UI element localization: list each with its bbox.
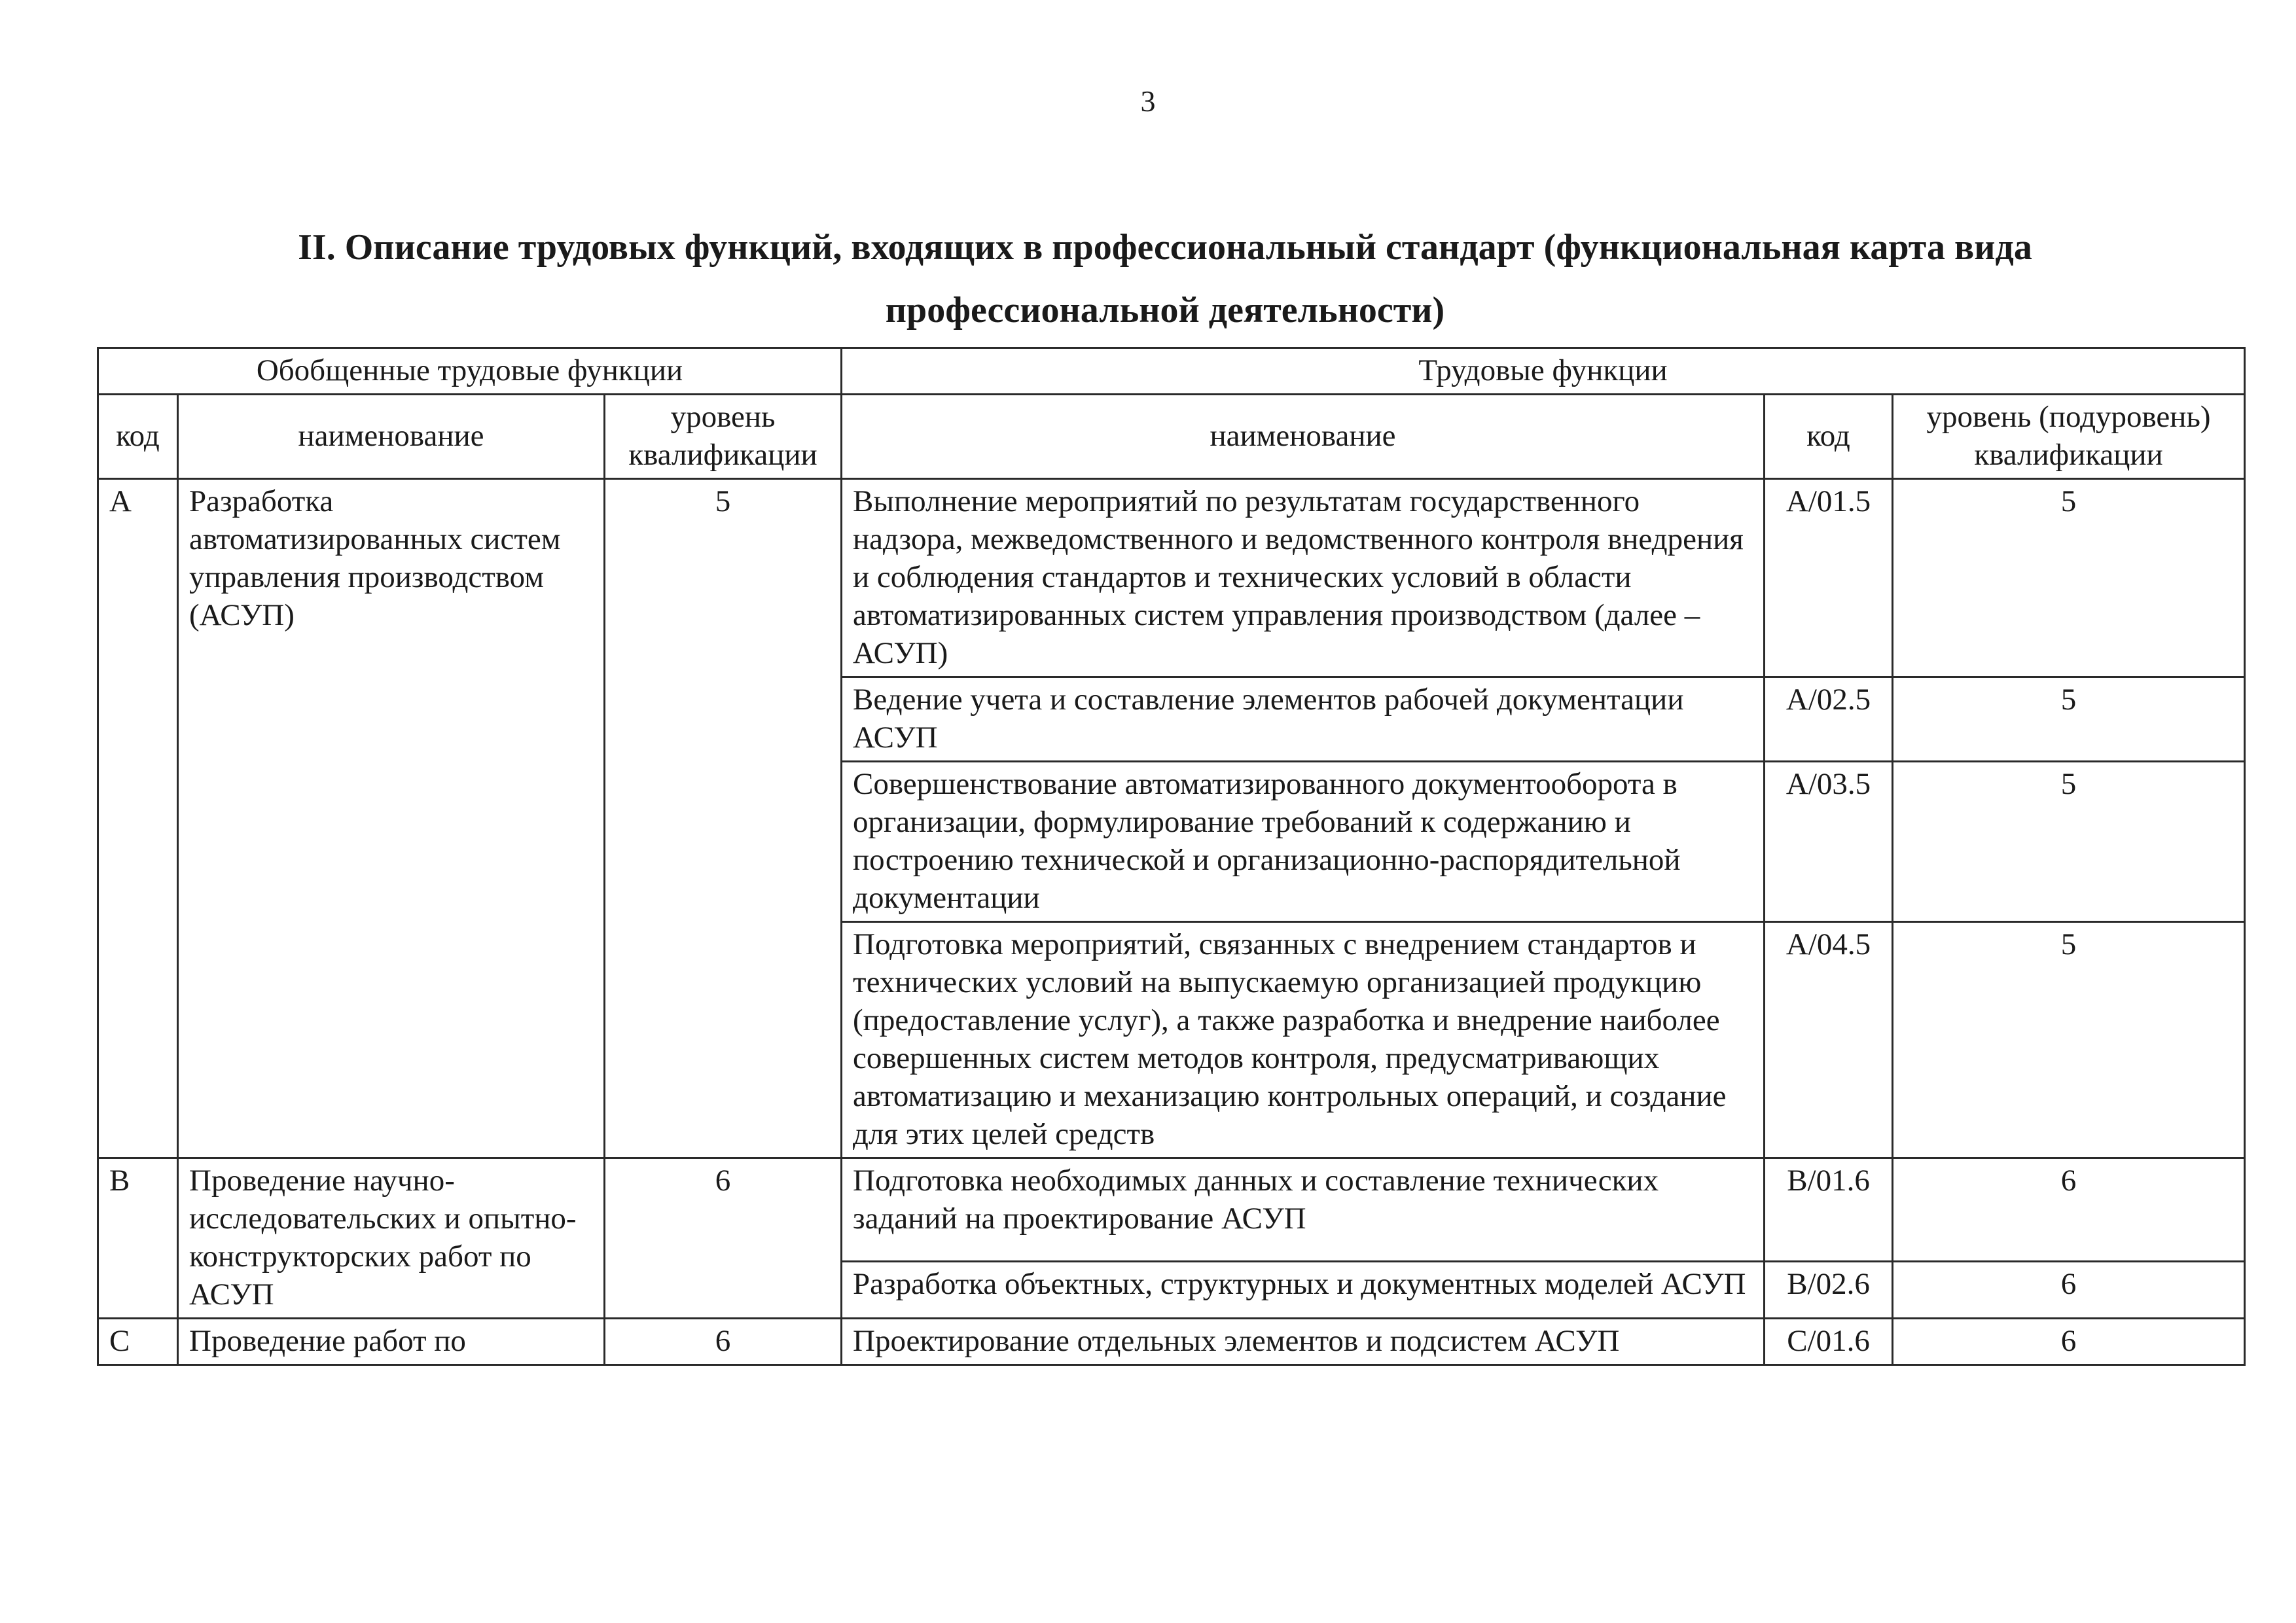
- labor-function-code-column-header: код: [1765, 395, 1893, 479]
- functional-map-table: [97, 347, 2246, 1366]
- function-name: Разработка объектных, структурных и документных моделей АСУП: [842, 1262, 1765, 1319]
- function-level: 6: [1893, 1158, 2245, 1262]
- function-name: Проектирование отдельных элементов и подсистем АСУП: [842, 1319, 1765, 1365]
- function-name: Подготовка необходимых данных и составление технических заданий на проектирование АСУП: [842, 1158, 1765, 1262]
- function-level: 5: [1893, 762, 2245, 922]
- function-level: 5: [1893, 922, 2245, 1158]
- table-row: [98, 1319, 2245, 1365]
- group-level: 6: [605, 1158, 842, 1319]
- function-code: B/02.6: [1765, 1262, 1893, 1319]
- function-level: 5: [1893, 479, 2245, 677]
- generalized-functions-header: Обобщенные трудовые функции: [98, 348, 842, 395]
- group-level: 6: [605, 1319, 842, 1365]
- page-number: 3: [1140, 84, 1156, 118]
- header-row-top: [98, 348, 2245, 395]
- function-name: Подготовка мероприятий, связанных с внедрением стандартов и технических условий на выпускаемую организацией продукцию (предоставление услуг), а также разработка и внедрение наиболее совершенных систем методов контроля, предусматривающих автоматизацию и механизацию контрольных операций, и создание для этих целей средств: [842, 922, 1765, 1158]
- function-code: A/03.5: [1765, 762, 1893, 922]
- function-name: Ведение учета и составление элементов рабочей документации АСУП: [842, 677, 1765, 762]
- group-code: A: [98, 479, 178, 1158]
- section-title: II. Описание трудовых функций, входящих в профессиональный стандарт (функциональная карта вида профессиональной деятельности): [298, 227, 2032, 330]
- labor-function-name-column-header: наименование: [842, 395, 1765, 479]
- function-code: A/04.5: [1765, 922, 1893, 1158]
- function-level: 5: [1893, 677, 2245, 762]
- group-name: Проведение научно-исследовательских и опытно-конструкторских работ по АСУП: [178, 1158, 605, 1319]
- group-code: C: [98, 1319, 178, 1365]
- function-code: A/02.5: [1765, 677, 1893, 762]
- group-name: Проведение работ по: [178, 1319, 605, 1365]
- function-code: B/01.6: [1765, 1158, 1893, 1262]
- code-column-header: код: [98, 395, 178, 479]
- table-row: [98, 479, 2245, 677]
- labor-functions-header: Трудовые функции: [842, 348, 2245, 395]
- group-name: Разработка автоматизированных систем управления производством (АСУП): [178, 479, 605, 1158]
- group-code: B: [98, 1158, 178, 1319]
- table-row: [98, 1158, 2245, 1262]
- function-code: C/01.6: [1765, 1319, 1893, 1365]
- function-code: A/01.5: [1765, 479, 1893, 677]
- group-level: 5: [605, 479, 842, 1158]
- header-row-columns: [98, 395, 2245, 479]
- function-level: 6: [1893, 1319, 2245, 1365]
- qualification-level-column-header: уровень квалификации: [605, 395, 842, 479]
- function-level: 6: [1893, 1262, 2245, 1319]
- function-name: Выполнение мероприятий по результатам государственного надзора, межведомственного и ведомственного контроля внедрения и соблюдения стандартов и технических условий в области автоматизированных систем управления производством (далее – АСУП): [842, 479, 1765, 677]
- labor-function-level-column-header: уровень (подуровень) квалификации: [1893, 395, 2245, 479]
- name-column-header: наименование: [178, 395, 605, 479]
- function-name: Совершенствование автоматизированного документооборота в организации, формулирование требований к содержанию и построению технической и организационно-распорядительной документации: [842, 762, 1765, 922]
